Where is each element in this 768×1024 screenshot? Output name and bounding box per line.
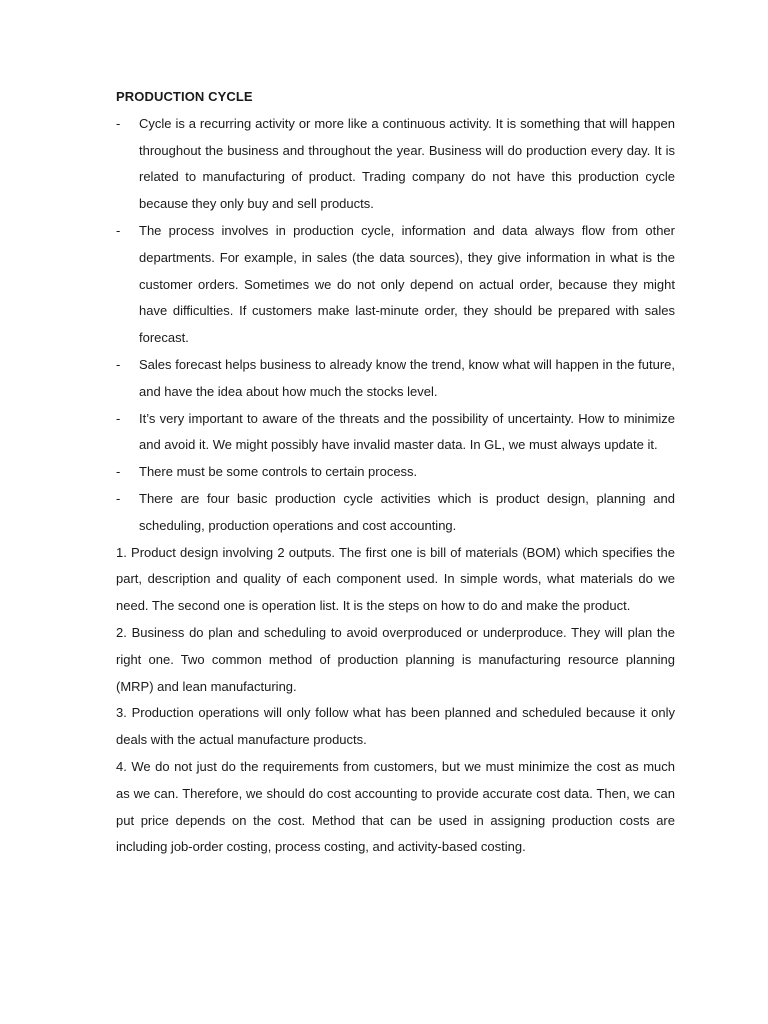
bullet-text: There are four basic production cycle activities which is product design, planning and scheduling, production operations and cost accounting. (139, 490, 675, 533)
bullet-item (116, 406, 675, 460)
bullet-text: There must be some controls to certain process. (139, 464, 418, 480)
bullet-text: It’s very important to aware of the threats and the possibility of uncertainty. How to minimize and avoid it. We might possibly have invalid master data. In GL, we must always update it. (139, 410, 675, 453)
bullet-item (116, 459, 675, 486)
numbered-list (116, 540, 675, 862)
numbered-item: 2. Business do plan and scheduling to avoid overproduced or underproduce. They will plan the right one. Two common method of production planning is manufacturing resource planning (MRP) and lean manufacturing. (116, 624, 675, 694)
bullet-item (116, 111, 675, 218)
bullet-item (116, 486, 675, 540)
numbered-item: 3. Production operations will only follow what has been planned and scheduled because it only deals with the actual manufacture products. (116, 705, 675, 748)
numbered-item: 1. Product design involving 2 outputs. The first one is bill of materials (BOM) which specifies the part, description and quality of each component used. In simple words, what materials do we need. The second one is operation list. It is the steps on how to do and make the product. (116, 544, 675, 614)
bullet-item (116, 218, 675, 352)
bullet-text: The process involves in production cycle, information and data always flow from other departments. For example, in sales (the data sources), they give information in what is the customer orders. Sometimes we do not only depend on actual order, because they might have difficulties. If customers make last-minute order, they should be prepared with sales forecast. (139, 222, 675, 346)
bullet-marker: - (116, 410, 121, 426)
bullet-text: Sales forecast helps business to already know the trend, know what will happen in the future, and have the idea about how much the stocks level. (139, 356, 675, 399)
document-body (116, 84, 675, 861)
bullet-marker: - (116, 490, 121, 506)
bullet-item (116, 352, 675, 406)
bullet-list (116, 111, 675, 540)
bullet-marker: - (116, 356, 121, 372)
bullet-marker: - (116, 464, 121, 480)
document-title: PRODUCTION CYCLE (116, 89, 253, 104)
numbered-item: 4. We do not just do the requirements from customers, but we must minimize the cost as much as we can. Therefore, we should do cost accounting to provide accurate cost data. Then, we can put price depends on the cost. Method that can be used in assigning production costs are including job-order costing, process costing, and activity-based costing. (116, 758, 675, 855)
bullet-marker: - (116, 115, 121, 131)
bullet-text: Cycle is a recurring activity or more like a continuous activity. It is something that will happen throughout the business and throughout the year. Business will do production every day. It is related to manufacturing of product. Trading company do not have this production cycle because they only buy and sell products. (139, 115, 675, 212)
bullet-marker: - (116, 222, 121, 238)
